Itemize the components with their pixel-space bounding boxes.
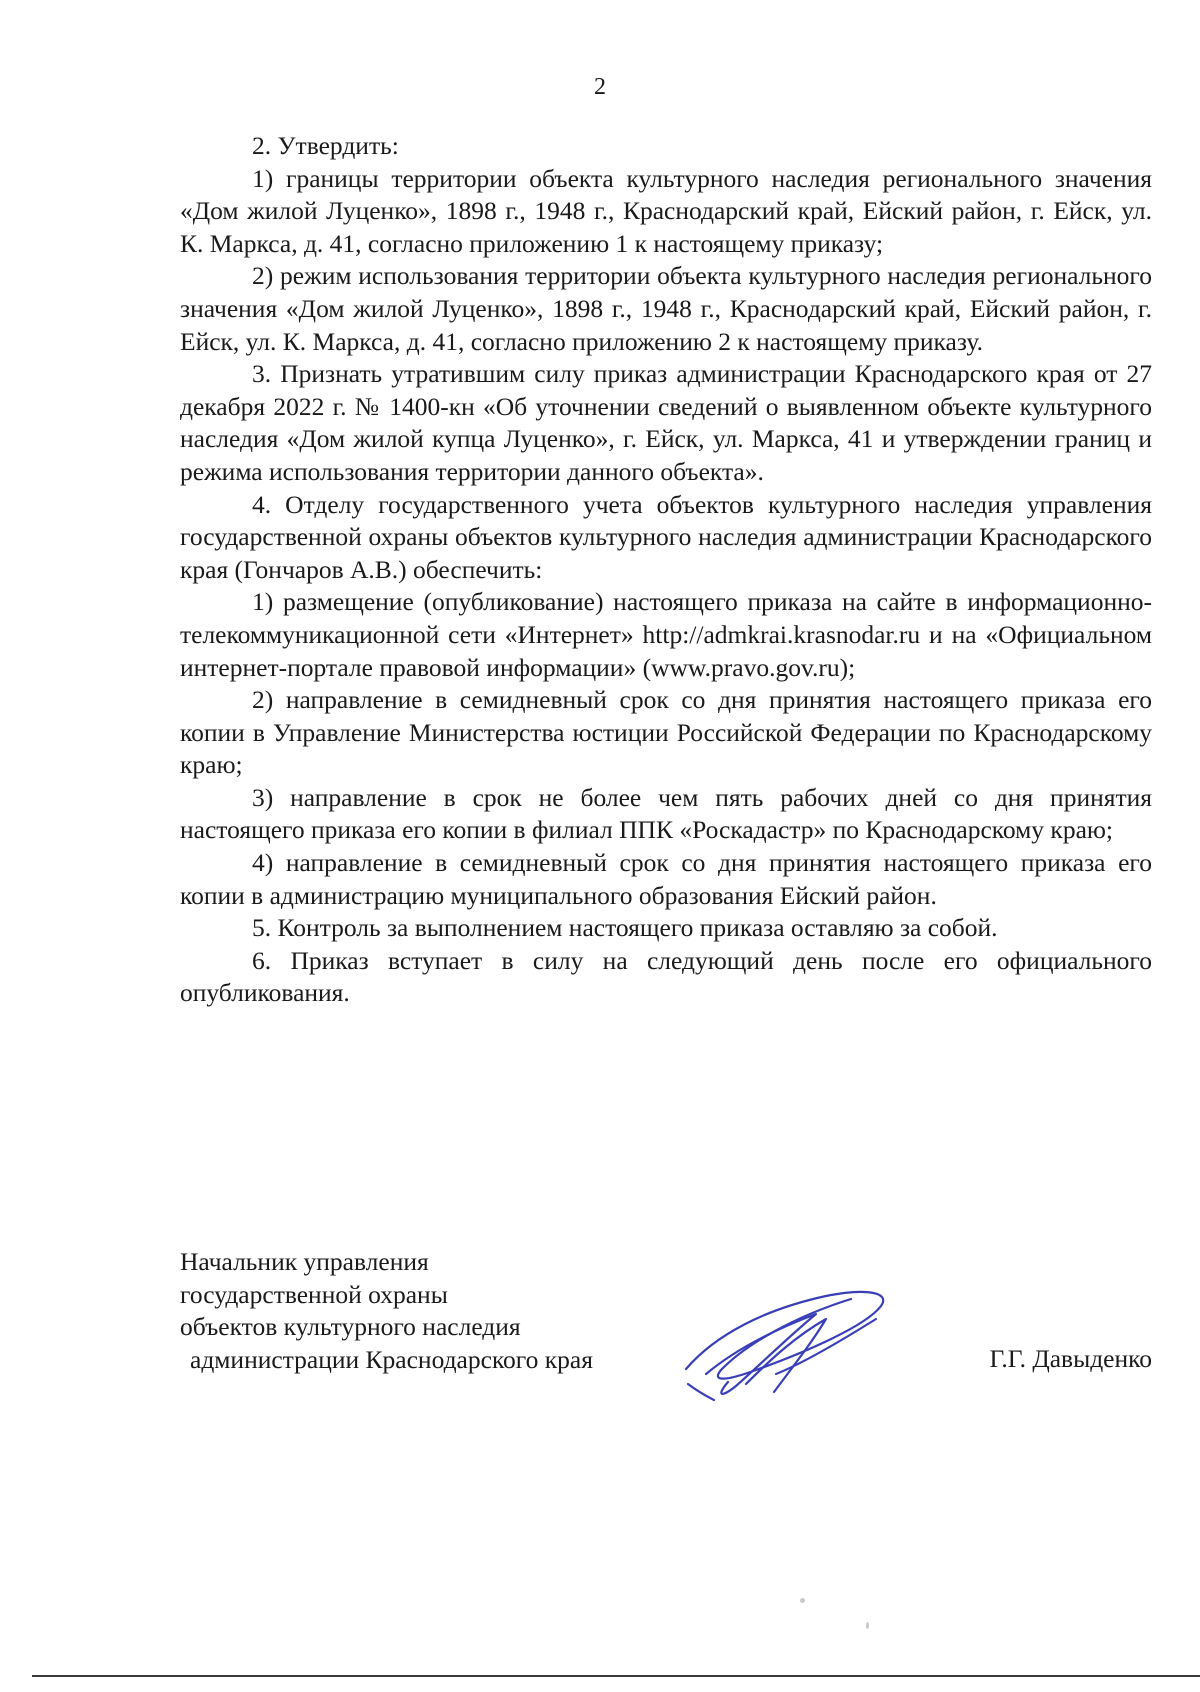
scan-artifact: [866, 1622, 869, 1629]
paragraph-department-duties: 4. Отделу государственного учета объектов культурного наследия управления государственной охраны объектов культурного наследия администрации Краснодарского края (Гончаров А.В.) обеспечить:: [180, 489, 1152, 584]
position-line: администрации Краснодарского края: [190, 1344, 593, 1374]
position-line: Начальник управления: [180, 1247, 429, 1276]
page-bottom-edge: [32, 1675, 1200, 1677]
page-number: 2: [594, 74, 606, 100]
signer-name: Г.Г. Давыденко: [989, 1344, 1152, 1373]
paragraph-approve-heading: 2. Утвердить:: [252, 131, 399, 160]
paragraph-repeal-order: 3. Признать утратившим силу приказ администрации Краснодарского края от 27 декабря 2022 г. № 1400-кн «Об уточнении сведений о выявленном объекте культурного наследия «Дом жилой купца Луценко», г. Ейск, ул. Маркса, 41 и утверждении границ и режима использования территории данного объекта».: [180, 359, 1152, 486]
scan-artifact: [800, 1598, 805, 1603]
position-line: государственной охраны: [180, 1279, 448, 1309]
paragraph-entry-into-force: 6. Приказ вступает в силу на следующий день после его официального опубликования.: [180, 945, 1152, 1008]
paragraph-ministry-of-justice: 2) направление в семидневный срок со дня принятия настоящего приказа его копии в Управление Министерства юстиции Российской Федерации по Краснодарскому краю;: [180, 685, 1152, 780]
paragraph-territory-boundaries: 1) границы территории объекта культурного наследия регионального значения «Дом жилой Луценко», 1898 г., 1948 г., Краснодарский край, Ейский район, г. Ейск, ул. К. Маркса, д. 41, согласно приложению 1 к настоящему приказу;: [180, 163, 1152, 258]
signatory-position: [180, 1246, 593, 1376]
paragraph-roskadastr: 3) направление в срок не более чем пять рабочих дней со дня принятия настоящего приказа его копии в филиал ППК «Роскадастр» по Краснодарскому краю;: [180, 782, 1152, 845]
position-line: объектов культурного наследия: [180, 1312, 521, 1342]
paragraph-publication: 1) размещение (опубликование) настоящего приказа на сайте в информационно-телекоммуникационной сети «Интернет» http://admkrai.krasnodar.ru и на «Официальном интернет-портале правовой информации» (www.pravo.gov.ru);: [180, 587, 1152, 682]
paragraph-municipal-administration: 4) направление в семидневный срок со дня принятия настоящего приказа его копии в администрацию муниципального образования Ейский район.: [180, 848, 1152, 910]
document-body: [180, 130, 1152, 1010]
paragraph-control: 5. Контроль за выполнением настоящего приказа оставляю за собой.: [252, 913, 998, 943]
handwritten-signature: [676, 1274, 916, 1404]
paragraph-territory-regime: 2) режим использования территории объекта культурного наследия регионального значения «Дом жилой Луценко», 1898 г., 1948 г., Краснодарский край, Ейский район, г. Ейск, ул. К. Маркса, д. 41, согласно приложению 2 к настоящему приказу.: [180, 261, 1152, 356]
